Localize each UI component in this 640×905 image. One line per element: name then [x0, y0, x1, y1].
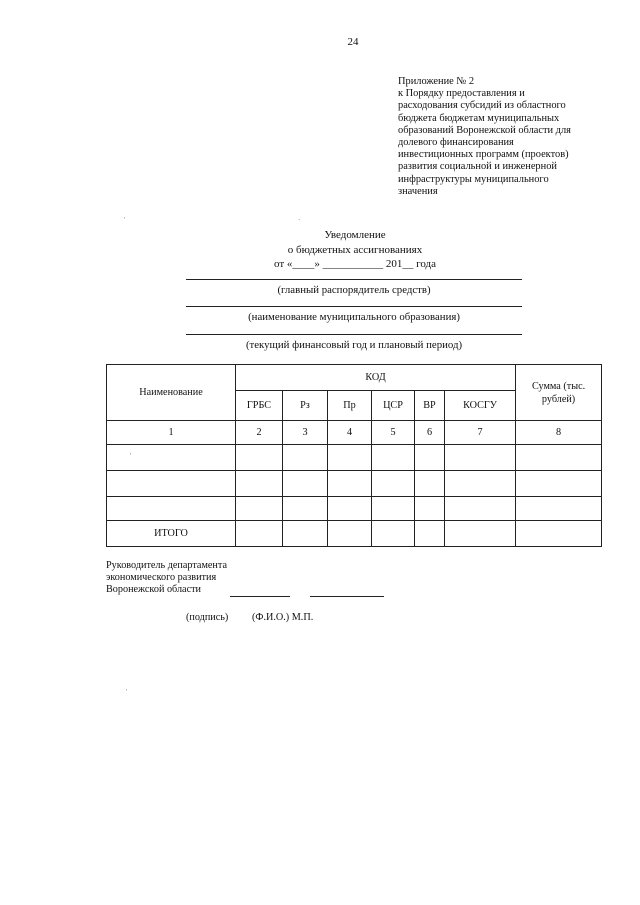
signature-line	[230, 596, 290, 597]
appendix-line: развития социальной и инженерной	[398, 161, 557, 173]
page-number: 24	[347, 36, 359, 48]
appendix-line: образований Воронежской области для	[398, 124, 571, 136]
code-column-header: ВР	[415, 391, 445, 421]
code-column-header: КОСГУ	[445, 391, 516, 421]
appendix-line: расходования субсидий из областного	[398, 100, 566, 112]
column-number: 2	[236, 421, 283, 445]
distributor-caption: (главный распорядитель средств)	[277, 284, 431, 296]
table-cell	[372, 521, 415, 547]
total-row	[107, 521, 602, 547]
signatory-title	[106, 560, 227, 596]
appendix-line: Приложение № 2	[398, 76, 475, 87]
table-cell	[445, 445, 516, 471]
table-cell	[415, 521, 445, 547]
scan-speck: '	[130, 452, 132, 460]
signature-caption: (подпись)	[186, 612, 229, 623]
signatory-line: Руководитель департамента	[106, 560, 227, 571]
scan-speck: '	[126, 688, 128, 696]
appropriations-table	[106, 364, 602, 547]
table-cell	[107, 445, 236, 471]
appendix-line: бюджета бюджетам муниципальных	[398, 112, 560, 124]
table-cell	[445, 497, 516, 521]
table-cell	[328, 521, 372, 547]
table-cell	[415, 445, 445, 471]
table-row	[107, 497, 602, 521]
appendix-line: значения	[398, 185, 438, 197]
table-header-row	[107, 365, 602, 391]
code-column-header: ГРБС	[236, 391, 283, 421]
scan-speck: ·	[298, 216, 301, 224]
notice-subtitle: о бюджетных ассигнованиях	[287, 244, 423, 256]
appendix-header	[398, 76, 613, 198]
code-header: КОД	[236, 365, 516, 391]
table-row	[107, 445, 602, 471]
table-cell	[415, 497, 445, 521]
table-cell	[236, 445, 283, 471]
column-number: 8	[516, 421, 602, 445]
signatory-line: экономического развития	[106, 572, 217, 583]
notice-date-line: от «____» ___________ 201__ года	[273, 258, 437, 270]
table-cell	[445, 521, 516, 547]
table-cell	[236, 497, 283, 521]
table-cell	[283, 471, 328, 497]
table-row	[107, 471, 602, 497]
table-cell	[107, 497, 236, 521]
municipality-field-line	[186, 306, 522, 307]
table-cell	[516, 497, 602, 521]
scan-speck: '	[124, 216, 126, 224]
table-cell	[283, 521, 328, 547]
total-label: ИТОГО	[107, 521, 236, 547]
code-column-header: Пр	[328, 391, 372, 421]
table-cell	[328, 471, 372, 497]
period-field-line	[186, 334, 522, 335]
municipality-caption: (наименование муниципального образования)	[248, 311, 460, 323]
sum-header-label: Сумма (тыс. рублей)	[531, 380, 586, 405]
appendix-line: инфраструктуры муниципального	[398, 173, 549, 185]
column-number: 7	[445, 421, 516, 445]
table-cell	[372, 445, 415, 471]
table-cell	[236, 521, 283, 547]
notice-title: Уведомление	[324, 229, 386, 241]
column-number: 3	[283, 421, 328, 445]
table-cell	[516, 521, 602, 547]
table-cell	[328, 445, 372, 471]
table-cell	[283, 445, 328, 471]
appendix-line: долевого финансирования	[398, 137, 514, 149]
table-cell	[107, 471, 236, 497]
table-cell	[415, 471, 445, 497]
table-cell	[283, 497, 328, 521]
sum-header	[516, 365, 602, 421]
distributor-field-line	[186, 279, 522, 280]
code-column-header: Рз	[283, 391, 328, 421]
column-number: 6	[415, 421, 445, 445]
table-cell	[328, 497, 372, 521]
table-cell	[372, 471, 415, 497]
column-number-row	[107, 421, 602, 445]
appendix-line: к Порядку предоставления и	[398, 88, 525, 100]
appendix-line: инвестиционных программ (проектов)	[398, 149, 569, 161]
code-column-header: ЦСР	[372, 391, 415, 421]
name-line	[310, 596, 384, 597]
table-cell	[236, 471, 283, 497]
name-caption: (Ф.И.О.) М.П.	[252, 612, 314, 623]
table-cell	[372, 497, 415, 521]
signatory-line: Воронежской области	[106, 584, 202, 595]
table-cell	[516, 471, 602, 497]
column-number: 5	[372, 421, 415, 445]
column-number: 1	[107, 421, 236, 445]
name-header: Наименование	[107, 365, 236, 421]
table-cell	[445, 471, 516, 497]
column-number: 4	[328, 421, 372, 445]
table-cell	[516, 445, 602, 471]
period-caption: (текущий финансовый год и плановый период)	[245, 339, 463, 351]
